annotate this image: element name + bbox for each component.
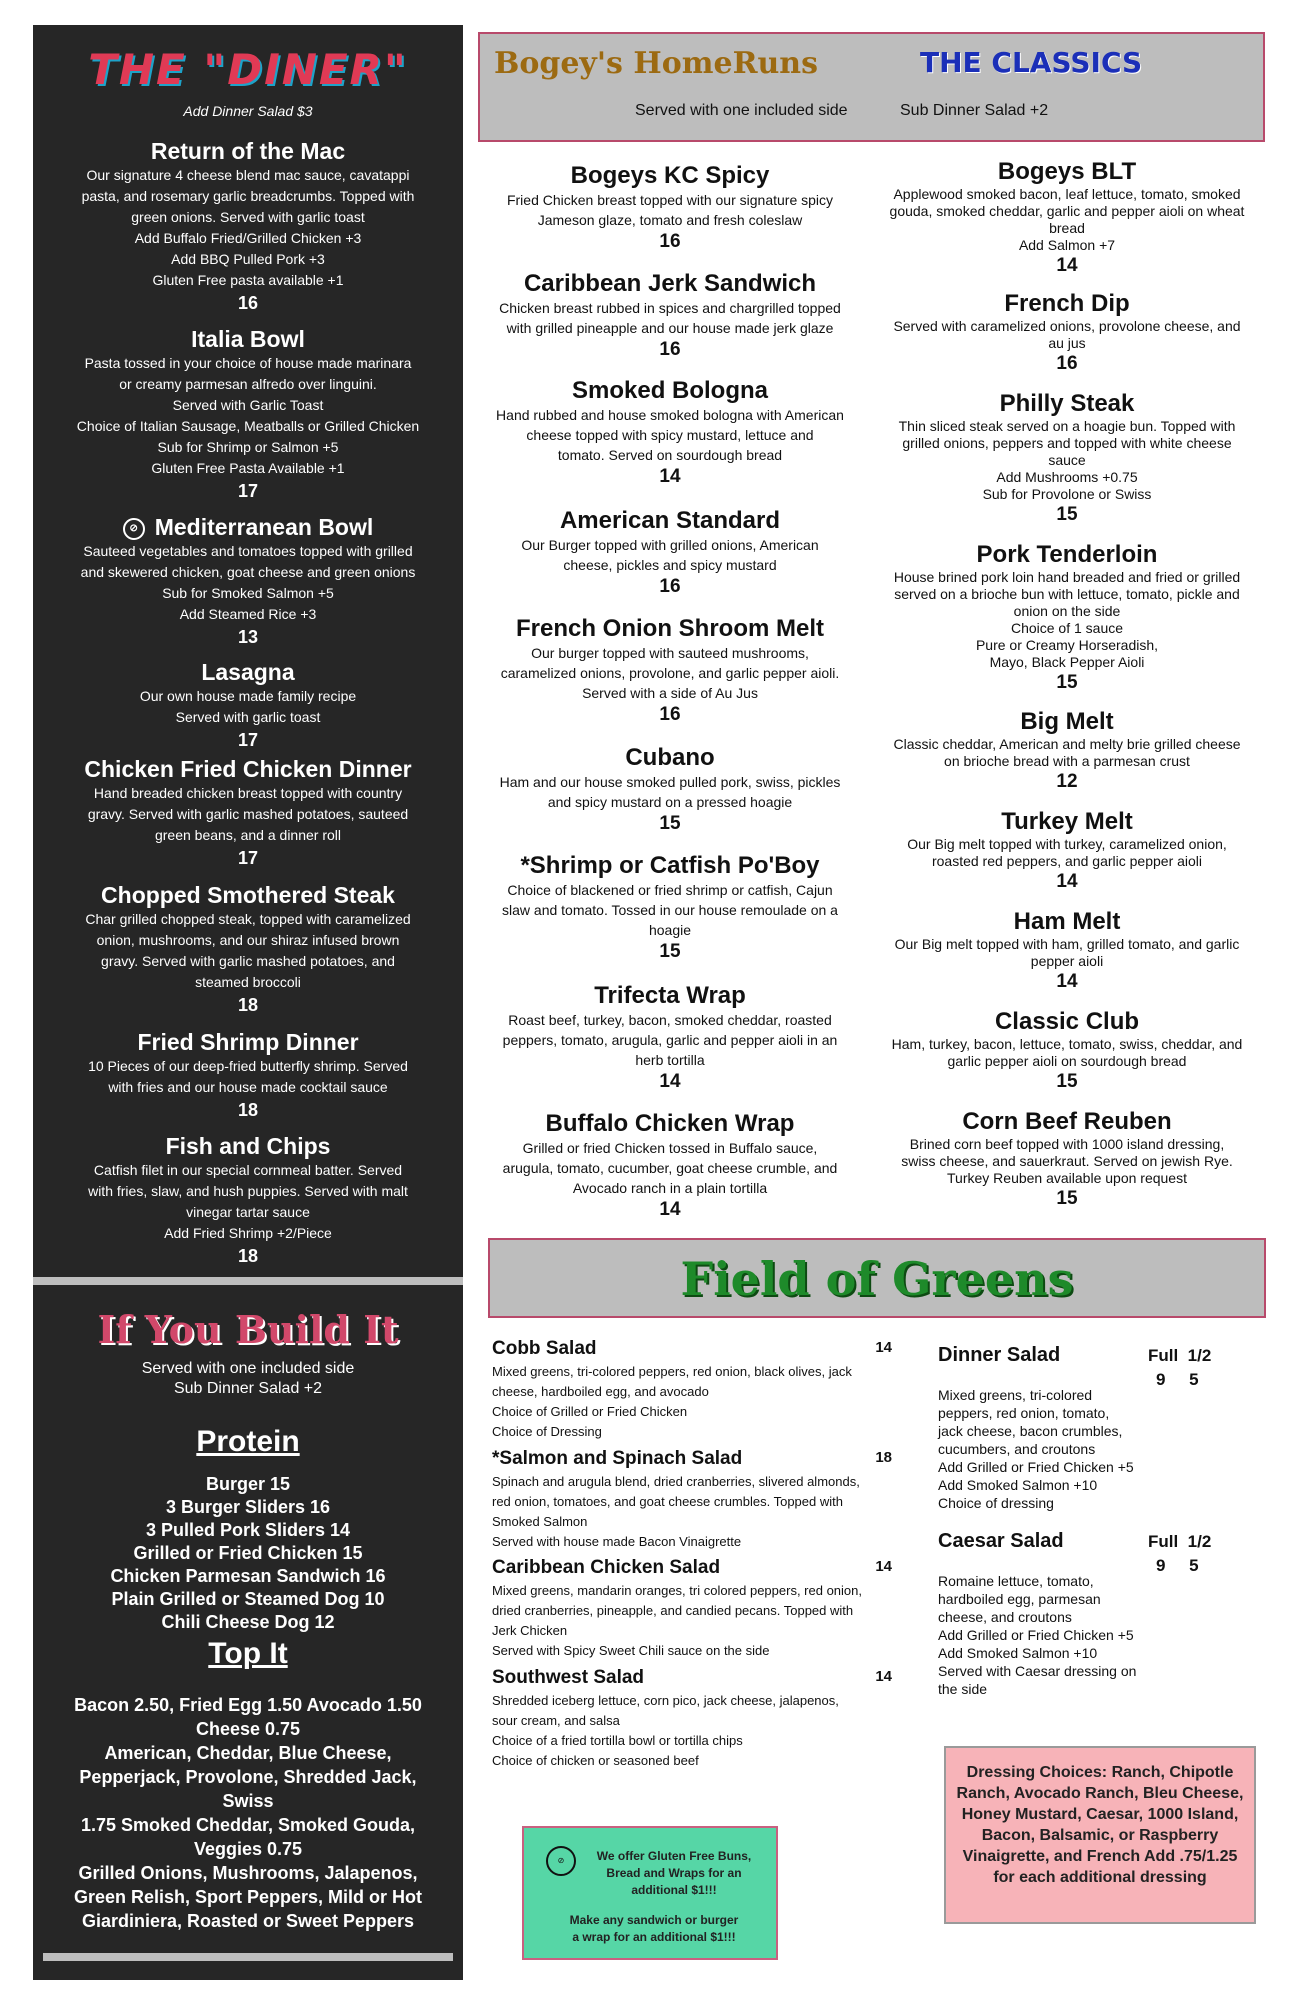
item-price: 14 <box>659 1199 681 1220</box>
item-name: Trifecta Wrap <box>594 982 746 1009</box>
item-price: 17 <box>237 481 259 501</box>
menu-item <box>872 1108 1262 1211</box>
item-desc: Pasta tossed in your choice of house made marinara or creamy parmesan alfredo over linguini. Served with Garlic Toast Choice of Italian Sausage, Meatballs or Grilled Chicken Sub for Shrimp or Salmon +5 Gluten Free Pasta Available +1 <box>76 355 420 476</box>
item-name: American Standard <box>559 507 781 534</box>
item-price: 18 <box>237 1246 259 1266</box>
gluten-free-note: ⊘ We offer Gluten Free Buns, Bread and Wraps for an additional $1!!! Make any sandwich or burger a wrap for an additional $1!!! <box>522 1826 778 1960</box>
menu-item <box>872 808 1262 894</box>
item-name: Dinner Salad <box>938 1344 1061 1366</box>
item-price: 14 <box>1056 255 1078 276</box>
served-note: Served with one included side <box>635 102 848 119</box>
item-desc: Our own house made family recipe Served with garlic toast <box>139 688 357 725</box>
list-item: Chicken Parmesan Sandwich 16 <box>110 1566 386 1586</box>
item-name: Bogeys KC Spicy <box>570 162 770 189</box>
item-name: Philly Steak <box>999 390 1135 417</box>
item-price: 18 <box>237 1100 259 1120</box>
item-price: 15 <box>659 941 681 962</box>
protein-heading: Protein <box>196 1425 300 1458</box>
item-desc: Hand rubbed and house smoked bologna with American cheese topped with spicy mustard, lettuce and tomato. Served on sourdough bread <box>496 407 844 463</box>
item-name: Cubano <box>625 744 715 771</box>
item-price: 16 <box>1056 353 1078 374</box>
item-desc: Fried Chicken breast topped with our signature spicy Jameson glaze, tomato and fresh coleslaw <box>506 192 834 228</box>
protein-list <box>33 1473 463 1634</box>
menu-item <box>872 290 1262 376</box>
greens-header <box>488 1238 1266 1318</box>
list-item: Plain Grilled or Steamed Dog 10 <box>111 1589 385 1609</box>
item-desc: Ham, turkey, bacon, lettuce, tomato, swiss, cheddar, and garlic pepper aioli on sourdough bread <box>891 1036 1243 1069</box>
item-name: Bogeys BLT <box>997 158 1137 185</box>
item-price: 14 <box>1056 971 1078 992</box>
item-price: 17 <box>237 848 259 868</box>
item-name: Cobb Salad <box>492 1338 597 1359</box>
item-price: 14 <box>875 1339 892 1356</box>
dressing-choices: Dressing Choices: Ranch, Chipotle Ranch, Avocado Ranch, Bleu Cheese, Honey Mustard, Caesar, 1000 Island, Bacon, Balsamic, or Raspberry Vinaigrette, and French Add .75/1.25 for each additional dressing <box>944 1746 1256 1924</box>
item-name: Caribbean Chicken Salad <box>492 1557 721 1578</box>
bogey-title: Bogey's HomeRuns <box>494 46 819 81</box>
item-name: Lasagna <box>201 659 295 685</box>
menu-item <box>480 1110 860 1222</box>
gluten-free-icon: ⊘ <box>546 1846 576 1876</box>
item-price: 18 <box>237 995 259 1015</box>
item-price: 16 <box>659 576 681 597</box>
item-desc: Our Burger topped with grilled onions, American cheese, pickles and spicy mustard <box>521 537 819 573</box>
list-item: 3 Pulled Pork Sliders 14 <box>145 1520 351 1540</box>
divider <box>43 1953 453 1961</box>
item-name: Southwest Salad <box>492 1667 645 1688</box>
build-subtitle: Served with one included side Sub Dinner Salad +2 <box>141 1360 355 1397</box>
item-name: Corn Beef Reuben <box>962 1108 1172 1135</box>
item-price: 15 <box>1056 672 1078 693</box>
item-name: Pork Tenderloin <box>976 541 1158 568</box>
item-name: *Shrimp or Catfish Po'Boy <box>520 852 820 879</box>
item-price: 16 <box>659 704 681 725</box>
item-name: Caesar Salad <box>938 1530 1064 1552</box>
item-desc: Thin sliced steak served on a hoagie bun. Topped with grilled onions, peppers and topped with white cheese sauce Add Mushrooms +0.75 Sub for Provolone or Swiss <box>898 418 1236 502</box>
item-desc: Choice of blackened or fried shrimp or catfish, Cajun slaw and tomato. Tossed in our house remoulade on a hoagie <box>502 882 838 938</box>
salad-item: *Salmon and Spinach Salad 18 Spinach and arugula blend, dried cranberries, slivered almonds, red onion, tomatoes, and goat cheese crumbles. Topped with Smoked Salmon Served with house made Bacon Vinaigrette <box>492 1446 912 1552</box>
top-it-heading: Top It <box>208 1637 288 1670</box>
item-price: 14 <box>659 1071 681 1092</box>
item-desc: Classic cheddar, American and melty brie grilled cheese on brioche bread with a parmesan crust <box>893 736 1241 769</box>
item-name: Chopped Smothered Steak <box>101 882 395 908</box>
item-name: Turkey Melt <box>1001 808 1133 835</box>
item-price: 16 <box>237 293 259 313</box>
caesar-salad: Caesar Salad Romaine lettuce, tomato, hardboiled egg, parmesan cheese, and croutons Add Grilled or Fried Chicken +5 Add Smoked Salmon +10 Served with Caesar dressing on the side <box>938 1528 1188 1698</box>
item-desc: Served with caramelized onions, provolone cheese, and au jus <box>893 318 1241 351</box>
list-item: Chili Cheese Dog 12 <box>161 1612 335 1632</box>
menu-item <box>872 1008 1262 1094</box>
menu-item <box>480 982 860 1094</box>
item-name: Return of the Mac <box>150 138 346 164</box>
item-price: 17 <box>237 730 259 750</box>
list-item: Grilled or Fried Chicken 15 <box>133 1543 363 1563</box>
item-price: 18 <box>875 1449 892 1466</box>
menu-item <box>43 513 453 649</box>
menu-item <box>872 541 1262 695</box>
menu-item <box>43 137 453 315</box>
sub-note: Sub Dinner Salad +2 <box>900 102 1049 119</box>
menu-item <box>480 270 860 362</box>
item-desc: Brined corn beef topped with 1000 island dressing, swiss cheese, and sauerkraut. Served on jewish Rye. Turkey Reuben available upon request <box>901 1136 1233 1186</box>
greens-title: Field of Greens <box>680 1252 1074 1306</box>
salad-item: Cobb Salad 14 Mixed greens, tri-colored peppers, red onion, black olives, jack cheese, hardboiled egg, and avocado Choice of Grilled or Fried Chicken Choice of Dressing <box>492 1336 912 1442</box>
dinner-salad: Dinner Salad Mixed greens, tri-colored peppers, red onion, tomato, jack cheese, bacon crumbles, cucumbers, and croutons Add Grilled or Fried Chicken +5 Add Smoked Salmon +10 Choice of dressing <box>938 1342 1188 1512</box>
item-desc: Our burger topped with sauteed mushrooms, caramelized onions, provolone, and garlic pepper aioli. Served with a side of Au Jus <box>500 645 840 701</box>
item-desc: Catfish filet in our special cornmeal batter. Served with fries, slaw, and hush puppies. Served with malt vinegar tartar sauce Add Fried Shrimp +2/Piece <box>88 1162 408 1241</box>
item-price: 15 <box>659 813 681 834</box>
menu-item <box>43 1028 453 1122</box>
item-name: Caribbean Jerk Sandwich <box>523 270 817 297</box>
list-item: Burger 15 <box>205 1474 291 1494</box>
salad-item: Southwest Salad 14 Shredded iceberg lettuce, corn pico, jack cheese, jalapenos, sour cream, and salsa Choice of a fried tortilla bowl or tortilla chips Choice of chicken or seasoned beef <box>492 1665 912 1771</box>
item-price: 14 <box>1056 871 1078 892</box>
menu-item <box>43 755 453 870</box>
salad-item: Caribbean Chicken Salad 14 Mixed greens, mandarin oranges, tri colored peppers, red onion, dried cranberries, pineapple, and candied pecans. Topped with Jerk Chicken Served with Spicy Sweet Chili sauce on the side <box>492 1555 912 1661</box>
item-desc: Roast beef, turkey, bacon, smoked cheddar, roasted peppers, tomato, arugula, garlic and pepper aioli in an herb tortilla <box>502 1012 838 1068</box>
item-name: Ham Melt <box>1013 908 1121 935</box>
menu-item <box>43 658 453 752</box>
item-desc: Grilled or fried Chicken tossed in Buffalo sauce, arugula, tomato, cucumber, goat cheese crumble, and Avocado ranch in a plain tortilla <box>502 1140 838 1196</box>
item-name: *Salmon and Spinach Salad <box>492 1448 743 1469</box>
menu-item <box>43 1132 453 1268</box>
item-desc: Ham and our house smoked pulled pork, swiss, pickles and spicy mustard on a pressed hoagie <box>499 774 841 810</box>
item-price: 14 <box>875 1668 892 1685</box>
divider <box>33 1277 463 1285</box>
item-name: Smoked Bologna <box>571 377 769 404</box>
item-name: Italia Bowl <box>191 326 305 352</box>
gluten-free-icon: ⊘ <box>123 518 145 540</box>
item-price: 14 <box>875 1558 892 1575</box>
item-name: Fried Shrimp Dinner <box>137 1029 359 1055</box>
menu-item <box>480 507 860 599</box>
item-desc: Chicken breast rubbed in spices and chargrilled topped with grilled pineapple and our house made jerk glaze <box>499 300 841 336</box>
item-desc: House brined pork loin hand breaded and fried or grilled served on a brioche bun with lettuce, tomato, pickle and onion on the side Choice of 1 sauce Pure or Creamy Horseradish, Mayo, Black Pepper Aioli <box>893 569 1241 670</box>
item-price: 16 <box>659 339 681 360</box>
classics-header <box>478 32 1265 142</box>
item-price: 12 <box>1056 771 1078 792</box>
item-desc: Char grilled chopped steak, topped with caramelized onion, mushrooms, and our shiraz infused brown gravy. Served with garlic mashed potatoes, and steamed broccoli <box>85 911 411 990</box>
menu-item <box>480 615 860 727</box>
item-name: Buffalo Chicken Wrap <box>545 1110 795 1137</box>
item-price: 15 <box>1056 1188 1078 1209</box>
menu-item <box>480 744 860 836</box>
item-desc: Our Big melt topped with turkey, caramelized onion, roasted red peppers, and garlic pepper aioli <box>907 836 1227 869</box>
menu-item <box>480 162 860 254</box>
item-name: Big Melt <box>1020 708 1114 735</box>
item-name: Classic Club <box>994 1008 1140 1035</box>
menu-item <box>872 390 1262 527</box>
dinner-salad-prices: Full 1/2 9 5 <box>1148 1346 1212 1389</box>
build-title: If You Build It <box>97 1307 399 1352</box>
item-price: 15 <box>1056 504 1078 525</box>
item-price: 14 <box>659 466 681 487</box>
menu-item <box>43 325 453 503</box>
classics-title: THE CLASSICS <box>920 46 1143 79</box>
menu-item <box>872 158 1262 278</box>
item-price: 13 <box>237 627 259 647</box>
item-name: Chicken Fried Chicken Dinner <box>84 756 412 782</box>
item-name: French Onion Shroom Melt <box>515 615 824 642</box>
item-desc: Hand breaded chicken breast topped with country gravy. Served with garlic mashed potatoes, sauteed green beans, and a dinner roll <box>87 785 409 843</box>
diner-title: THE "DINER" <box>88 45 408 94</box>
item-desc: Sauteed vegetables and tomatoes topped with grilled and skewered chicken, goat cheese and green onions Sub for Smoked Salmon +5 Add Steamed Rice +3 <box>80 543 416 622</box>
item-name: Fish and Chips <box>165 1133 331 1159</box>
menu-item <box>872 708 1262 794</box>
item-name: French Dip <box>1004 290 1130 317</box>
item-desc: Our signature 4 cheese blend mac sauce, cavatappi pasta, and rosemary garlic breadcrumbs. Topped with green onions. Served with garlic toast Add Buffalo Fried/Grilled Chicken +3 Add BBQ Pulled Pork +3 Gluten Free pasta available +1 <box>81 167 415 288</box>
item-price: 15 <box>1056 1071 1078 1092</box>
list-item: 3 Burger Sliders 16 <box>165 1497 331 1517</box>
item-name: ⊘ Mediterranean Bowl <box>43 513 453 541</box>
diner-panel <box>33 25 463 1980</box>
item-desc: Applewood smoked bacon, leaf lettuce, tomato, smoked gouda, smoked cheddar, garlic and pepper aioli on wheat bread Add Salmon +7 <box>889 186 1245 253</box>
menu-item <box>480 852 860 964</box>
toppings-list: Bacon 2.50, Fried Egg 1.50 Avocado 1.50 Cheese 0.75 American, Cheddar, Blue Cheese, Pepperjack, Provolone, Shredded Jack, Swiss 1.75 Smoked Cheddar, Smoked Gouda, Veggies 0.75 Grilled Onions, Mushrooms, Jalapenos, Green Relish, Sport Peppers, Mild or Hot Giardiniera, Roasted or Sweet Peppers <box>73 1695 423 1931</box>
item-price: 16 <box>659 231 681 252</box>
menu-item <box>43 881 453 1017</box>
item-desc: Our Big melt topped with ham, grilled tomato, and garlic pepper aioli <box>894 936 1240 969</box>
caesar-salad-prices: Full 1/2 9 5 <box>1148 1532 1212 1575</box>
diner-subtitle: Add Dinner Salad $3 <box>183 103 313 119</box>
item-desc: 10 Pieces of our deep-fried butterfly shrimp. Served with fries and our house made cocktail sauce <box>88 1058 408 1095</box>
menu-item <box>872 908 1262 994</box>
menu-item <box>480 377 860 489</box>
